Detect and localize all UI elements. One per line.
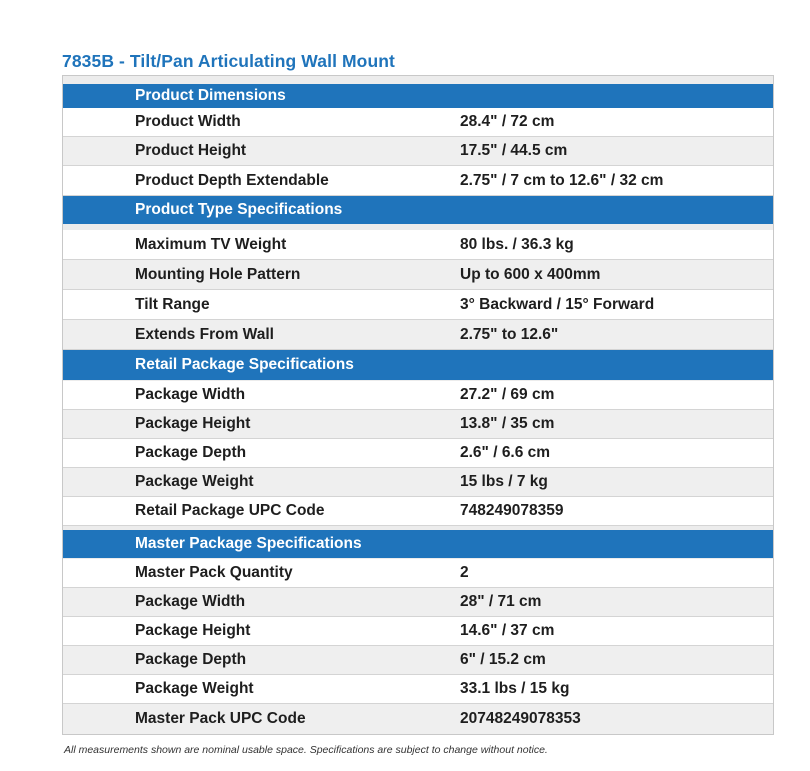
- row-label: Tilt Range: [135, 295, 210, 313]
- row-label: Package Depth: [135, 444, 247, 461]
- row-value: Up to 600 x 400mm: [460, 265, 601, 283]
- row-label: Package Weight: [135, 473, 254, 490]
- row-label: Package Weight: [135, 680, 254, 697]
- row-label: Extends From Wall: [135, 325, 274, 343]
- table-row: [63, 108, 773, 137]
- row-label: Package Height: [135, 415, 251, 432]
- row-value: 2.75" to 12.6": [460, 325, 559, 343]
- table-row: [63, 290, 773, 320]
- table-row: [63, 675, 773, 704]
- row-value: 80 lbs. / 36.3 kg: [460, 235, 574, 253]
- table-row: [63, 439, 773, 468]
- row-value: 2.75" / 7 cm to 12.6" / 32 cm: [460, 171, 664, 189]
- section-header-product-type: Product Type Specifications: [63, 196, 773, 224]
- spec-table: [62, 75, 774, 735]
- row-value: 20748249078353: [460, 710, 581, 727]
- row-label: Product Height: [135, 142, 247, 159]
- row-label: Mounting Hole Pattern: [135, 265, 301, 283]
- table-row: [63, 588, 773, 617]
- row-label: Package Height: [135, 622, 251, 639]
- row-value: 33.1 lbs / 15 kg: [460, 680, 570, 697]
- table-row: [63, 410, 773, 439]
- section-header-product-dimensions: Product Dimensions: [63, 84, 773, 108]
- row-label: Package Width: [135, 386, 246, 403]
- table-row: [63, 166, 773, 196]
- row-label: Maximum TV Weight: [135, 235, 287, 253]
- row-value: 27.2" / 69 cm: [460, 386, 555, 403]
- row-value: 15 lbs / 7 kg: [460, 473, 548, 490]
- row-value: 28.4" / 72 cm: [460, 113, 555, 130]
- table-row: [63, 497, 773, 526]
- row-value: 748249078359: [460, 502, 564, 519]
- table-row: [63, 381, 773, 410]
- section-header-retail-package: Retail Package Specifications: [63, 350, 773, 380]
- row-label: Master Pack Quantity: [135, 564, 293, 581]
- page-title: 7835B - Tilt/Pan Articulating Wall Mount: [62, 51, 395, 71]
- row-label: Product Width: [135, 113, 241, 130]
- row-label: Master Pack UPC Code: [135, 710, 306, 727]
- row-label: Retail Package UPC Code: [135, 502, 325, 519]
- row-label: Package Depth: [135, 651, 247, 668]
- footnote: All measurements shown are nominal usable space. Specifications are subject to change without notice.: [64, 744, 548, 756]
- row-value: 14.6" / 37 cm: [460, 622, 555, 639]
- table-row: [63, 137, 773, 166]
- row-value: 6" / 15.2 cm: [460, 651, 546, 668]
- section-header-master-package: Master Package Specifications: [63, 530, 773, 558]
- table-row: [63, 617, 773, 646]
- row-value: 13.8" / 35 cm: [460, 415, 555, 432]
- table-row: [63, 704, 773, 734]
- row-value: 28" / 71 cm: [460, 593, 542, 610]
- table-row: [63, 468, 773, 497]
- row-label: Product Depth Extendable: [135, 171, 329, 189]
- table-row: [63, 559, 773, 588]
- row-label: Package Width: [135, 593, 246, 610]
- table-row: [63, 646, 773, 675]
- table-row: [63, 230, 773, 260]
- row-value: 2.6" / 6.6 cm: [460, 444, 551, 461]
- row-value: 2: [460, 564, 469, 581]
- row-value: 17.5" / 44.5 cm: [460, 142, 568, 159]
- table-row: [63, 320, 773, 350]
- row-value: 3° Backward / 15° Forward: [460, 295, 655, 313]
- table-row: [63, 260, 773, 290]
